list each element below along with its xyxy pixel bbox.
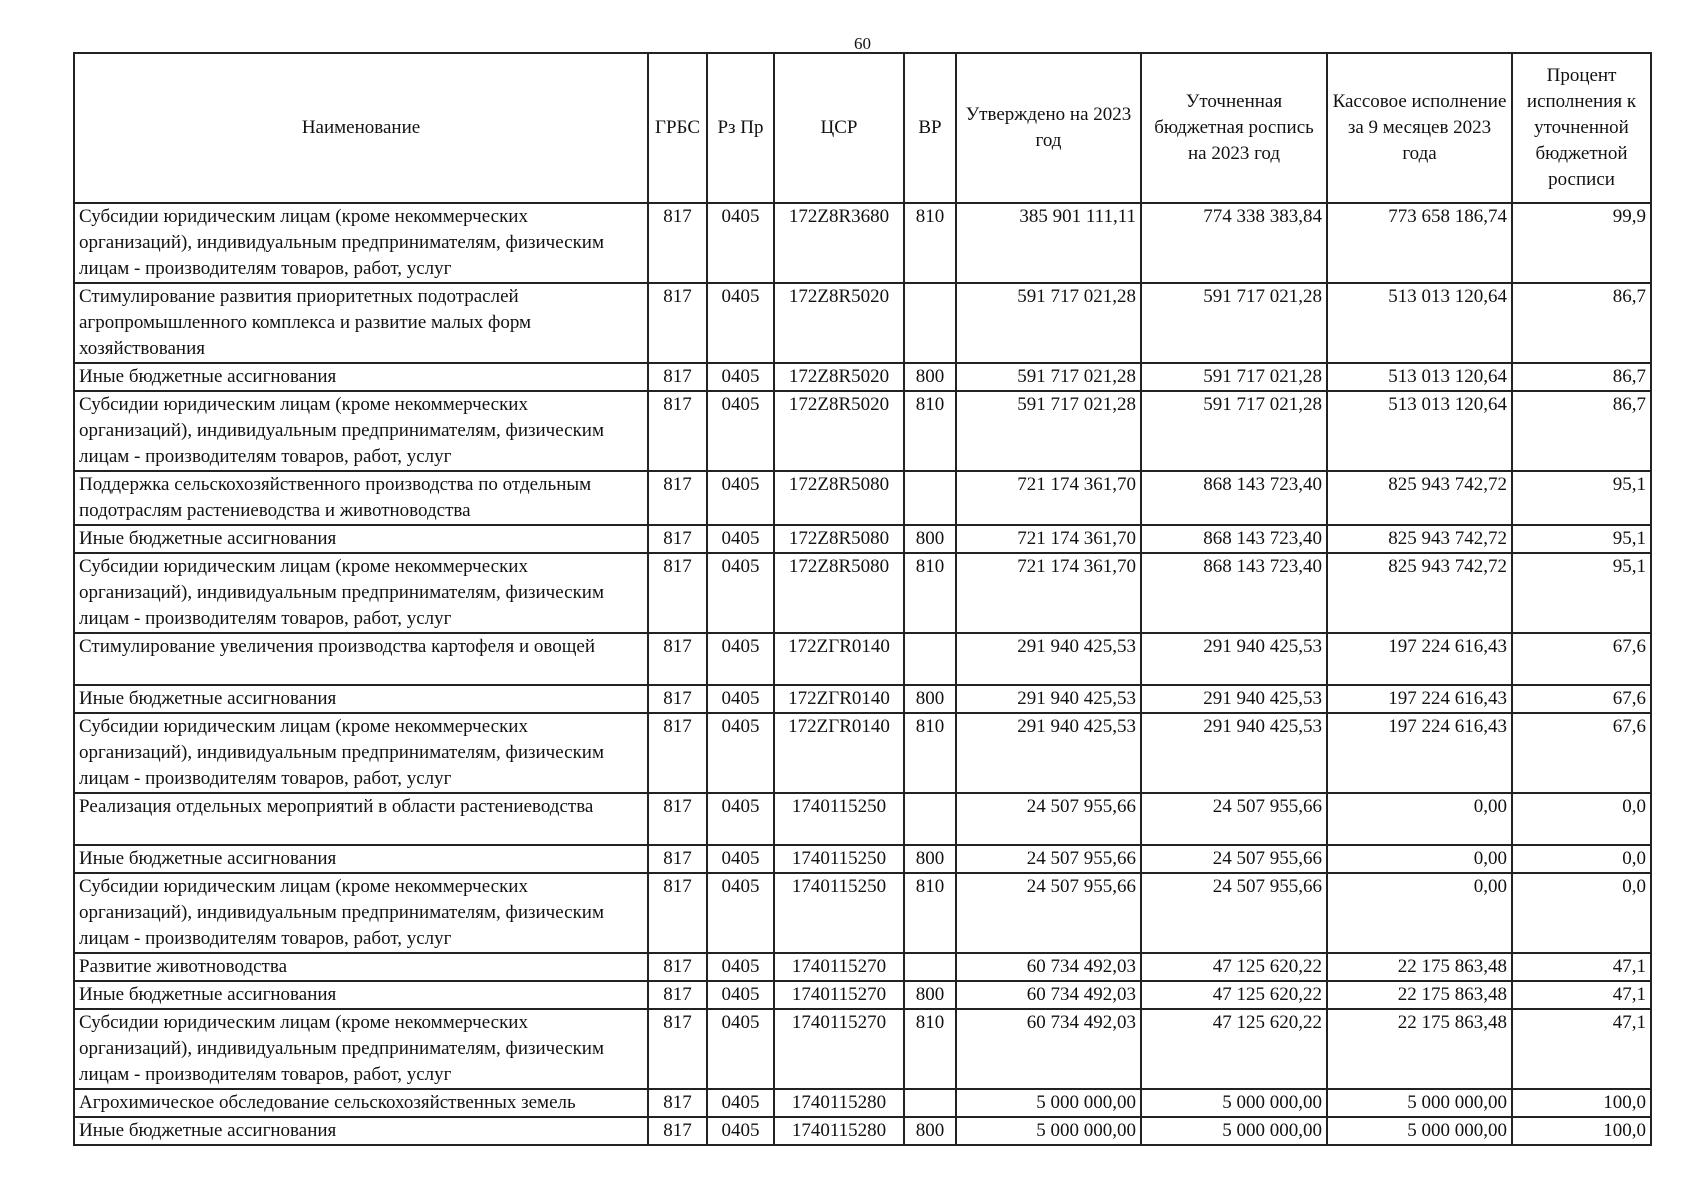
cell-vr: [904, 953, 956, 981]
cell-refined: 591 717 021,28: [1141, 283, 1327, 363]
cell-vr: [904, 283, 956, 363]
cell-rzpr: 0405: [707, 283, 774, 363]
cell-csr: 1740115250: [774, 793, 904, 845]
cell-rzpr: 0405: [707, 391, 774, 471]
cell-percent: 47,1: [1512, 1009, 1651, 1089]
cell-vr: [904, 471, 956, 525]
table-row: [74, 283, 1651, 363]
cell-csr: 1740115270: [774, 981, 904, 1009]
cell-name: Субсидии юридическим лицам (кроме некоммерческих организаций), индивидуальным предпринимателям, физическим лицам - производителям товаров, работ, услуг: [74, 873, 648, 953]
cell-cash: 5 000 000,00: [1327, 1117, 1512, 1145]
cell-refined: 291 940 425,53: [1141, 633, 1327, 685]
cell-vr: 810: [904, 391, 956, 471]
cell-cash: 0,00: [1327, 873, 1512, 953]
cell-vr: [904, 793, 956, 845]
cell-name: Реализация отдельных мероприятий в области растениеводства: [74, 793, 648, 845]
cell-approved: 24 507 955,66: [956, 793, 1141, 845]
page-number: 60: [854, 34, 871, 53]
table-row: [74, 1117, 1651, 1145]
cell-csr: 1740115280: [774, 1117, 904, 1145]
cell-grbs: 817: [648, 283, 707, 363]
table-header-row: [74, 53, 1651, 203]
cell-refined: 5 000 000,00: [1141, 1089, 1327, 1117]
cell-rzpr: 0405: [707, 471, 774, 525]
cell-approved: 291 940 425,53: [956, 685, 1141, 713]
cell-refined: 47 125 620,22: [1141, 953, 1327, 981]
cell-grbs: 817: [648, 873, 707, 953]
cell-grbs: 817: [648, 553, 707, 633]
cell-vr: [904, 633, 956, 685]
cell-csr: 172ZГR0140: [774, 713, 904, 793]
cell-cash: 5 000 000,00: [1327, 1089, 1512, 1117]
cell-name: Иные бюджетные ассигнования: [74, 981, 648, 1009]
cell-rzpr: 0405: [707, 873, 774, 953]
cell-csr: 172Z8R5020: [774, 283, 904, 363]
cell-approved: 291 940 425,53: [956, 713, 1141, 793]
cell-percent: 67,6: [1512, 685, 1651, 713]
cell-rzpr: 0405: [707, 685, 774, 713]
cell-approved: 721 174 361,70: [956, 471, 1141, 525]
cell-grbs: 817: [648, 981, 707, 1009]
cell-rzpr: 0405: [707, 1089, 774, 1117]
table-row: [74, 845, 1651, 873]
cell-grbs: 817: [648, 845, 707, 873]
cell-grbs: 817: [648, 1089, 707, 1117]
cell-rzpr: 0405: [707, 845, 774, 873]
cell-rzpr: 0405: [707, 633, 774, 685]
cell-percent: 0,0: [1512, 793, 1651, 845]
cell-rzpr: 0405: [707, 363, 774, 391]
cell-csr: 1740115280: [774, 1089, 904, 1117]
cell-csr: 172ZГR0140: [774, 633, 904, 685]
cell-name: Стимулирование увеличения производства картофеля и овощей: [74, 633, 648, 685]
cell-grbs: 817: [648, 203, 707, 283]
cell-vr: 810: [904, 553, 956, 633]
cell-rzpr: 0405: [707, 203, 774, 283]
cell-refined: 47 125 620,22: [1141, 1009, 1327, 1089]
cell-cash: 773 658 186,74: [1327, 203, 1512, 283]
cell-refined: 47 125 620,22: [1141, 981, 1327, 1009]
cell-vr: 800: [904, 1117, 956, 1145]
cell-grbs: 817: [648, 633, 707, 685]
cell-vr: 800: [904, 685, 956, 713]
cell-cash: 22 175 863,48: [1327, 1009, 1512, 1089]
table-row: [74, 873, 1651, 953]
cell-vr: 800: [904, 525, 956, 553]
cell-csr: 172Z8R5020: [774, 363, 904, 391]
cell-refined: 868 143 723,40: [1141, 471, 1327, 525]
cell-rzpr: 0405: [707, 553, 774, 633]
cell-refined: 24 507 955,66: [1141, 793, 1327, 845]
cell-percent: 47,1: [1512, 981, 1651, 1009]
header-rzpr: Рз Пр: [707, 53, 774, 203]
cell-refined: 868 143 723,40: [1141, 553, 1327, 633]
cell-csr: 1740115250: [774, 873, 904, 953]
table-row: [74, 633, 1651, 685]
table-row: [74, 1009, 1651, 1089]
cell-vr: 800: [904, 845, 956, 873]
cell-vr: 800: [904, 981, 956, 1009]
cell-percent: 95,1: [1512, 471, 1651, 525]
cell-name: Субсидии юридическим лицам (кроме некоммерческих организаций), индивидуальным предпринимателям, физическим лицам - производителям товаров, работ, услуг: [74, 203, 648, 283]
cell-grbs: 817: [648, 685, 707, 713]
cell-name: Развитие животноводства: [74, 953, 648, 981]
cell-vr: 810: [904, 713, 956, 793]
header-refined: Уточненная бюджетная роспись на 2023 год: [1141, 53, 1327, 203]
table-row: [74, 553, 1651, 633]
cell-cash: 513 013 120,64: [1327, 391, 1512, 471]
cell-csr: 172Z8R5080: [774, 553, 904, 633]
cell-percent: 86,7: [1512, 283, 1651, 363]
cell-name: Иные бюджетные ассигнования: [74, 1117, 648, 1145]
cell-name: Иные бюджетные ассигнования: [74, 845, 648, 873]
cell-refined: 291 940 425,53: [1141, 685, 1327, 713]
cell-percent: 100,0: [1512, 1117, 1651, 1145]
table-row: [74, 363, 1651, 391]
cell-approved: 591 717 021,28: [956, 283, 1141, 363]
cell-grbs: 817: [648, 713, 707, 793]
cell-cash: 825 943 742,72: [1327, 525, 1512, 553]
cell-approved: 291 940 425,53: [956, 633, 1141, 685]
cell-csr: 172Z8R5020: [774, 391, 904, 471]
cell-cash: 197 224 616,43: [1327, 685, 1512, 713]
cell-name: Иные бюджетные ассигнования: [74, 525, 648, 553]
cell-grbs: 817: [648, 391, 707, 471]
cell-cash: 0,00: [1327, 793, 1512, 845]
cell-approved: 24 507 955,66: [956, 873, 1141, 953]
cell-approved: 5 000 000,00: [956, 1117, 1141, 1145]
table-row: [74, 1089, 1651, 1117]
cell-grbs: 817: [648, 793, 707, 845]
cell-refined: 591 717 021,28: [1141, 363, 1327, 391]
budget-execution-table: [73, 52, 1652, 1146]
cell-name: Субсидии юридическим лицам (кроме некоммерческих организаций), индивидуальным предпринимателям, физическим лицам - производителям товаров, работ, услуг: [74, 553, 648, 633]
cell-approved: 60 734 492,03: [956, 1009, 1141, 1089]
cell-vr: 810: [904, 203, 956, 283]
cell-grbs: 817: [648, 1009, 707, 1089]
cell-percent: 86,7: [1512, 391, 1651, 471]
cell-name: Субсидии юридическим лицам (кроме некоммерческих организаций), индивидуальным предпринимателям, физическим лицам - производителям товаров, работ, услуг: [74, 1009, 648, 1089]
cell-refined: 291 940 425,53: [1141, 713, 1327, 793]
cell-rzpr: 0405: [707, 1117, 774, 1145]
cell-csr: 1740115270: [774, 1009, 904, 1089]
cell-approved: 591 717 021,28: [956, 363, 1141, 391]
cell-refined: 24 507 955,66: [1141, 845, 1327, 873]
cell-percent: 95,1: [1512, 553, 1651, 633]
cell-refined: 774 338 383,84: [1141, 203, 1327, 283]
header-approved: Утверждено на 2023 год: [956, 53, 1141, 203]
cell-refined: 868 143 723,40: [1141, 525, 1327, 553]
cell-cash: 22 175 863,48: [1327, 981, 1512, 1009]
cell-percent: 0,0: [1512, 845, 1651, 873]
cell-vr: 800: [904, 363, 956, 391]
cell-csr: 1740115270: [774, 953, 904, 981]
table-row: [74, 981, 1651, 1009]
cell-cash: 825 943 742,72: [1327, 553, 1512, 633]
header-percent: Процент исполнения к уточненной бюджетной росписи: [1512, 53, 1651, 203]
cell-approved: 60 734 492,03: [956, 953, 1141, 981]
cell-csr: 172Z8R3680: [774, 203, 904, 283]
cell-percent: 100,0: [1512, 1089, 1651, 1117]
cell-vr: 810: [904, 873, 956, 953]
cell-percent: 86,7: [1512, 363, 1651, 391]
cell-csr: 172Z8R5080: [774, 525, 904, 553]
cell-name: Иные бюджетные ассигнования: [74, 685, 648, 713]
table-row: [74, 203, 1651, 283]
cell-vr: [904, 1089, 956, 1117]
cell-csr: 1740115250: [774, 845, 904, 873]
table-row: [74, 525, 1651, 553]
table-row: [74, 391, 1651, 471]
cell-vr: 810: [904, 1009, 956, 1089]
cell-rzpr: 0405: [707, 981, 774, 1009]
table-row: [74, 713, 1651, 793]
cell-approved: 385 901 111,11: [956, 203, 1141, 283]
cell-rzpr: 0405: [707, 525, 774, 553]
cell-grbs: 817: [648, 1117, 707, 1145]
cell-rzpr: 0405: [707, 1009, 774, 1089]
table-row: [74, 685, 1651, 713]
cell-name: Стимулирование развития приоритетных подотраслей агропромышленного комплекса и развитие малых форм хозяйствования: [74, 283, 648, 363]
cell-name: Агрохимическое обследование сельскохозяйственных земель: [74, 1089, 648, 1117]
cell-percent: 99,9: [1512, 203, 1651, 283]
cell-percent: 67,6: [1512, 633, 1651, 685]
cell-refined: 24 507 955,66: [1141, 873, 1327, 953]
cell-name: Поддержка сельскохозяйственного производства по отдельным подотраслям растениеводства и животноводства: [74, 471, 648, 525]
cell-percent: 47,1: [1512, 953, 1651, 981]
cell-percent: 67,6: [1512, 713, 1651, 793]
cell-approved: 24 507 955,66: [956, 845, 1141, 873]
cell-cash: 513 013 120,64: [1327, 283, 1512, 363]
header-csr: ЦСР: [774, 53, 904, 203]
cell-cash: 513 013 120,64: [1327, 363, 1512, 391]
cell-rzpr: 0405: [707, 953, 774, 981]
cell-approved: 721 174 361,70: [956, 553, 1141, 633]
cell-rzpr: 0405: [707, 793, 774, 845]
cell-rzpr: 0405: [707, 713, 774, 793]
table-row: [74, 793, 1651, 845]
table-row: [74, 471, 1651, 525]
cell-refined: 591 717 021,28: [1141, 391, 1327, 471]
cell-approved: 721 174 361,70: [956, 525, 1141, 553]
cell-refined: 5 000 000,00: [1141, 1117, 1327, 1145]
cell-cash: 825 943 742,72: [1327, 471, 1512, 525]
cell-approved: 5 000 000,00: [956, 1089, 1141, 1117]
cell-name: Субсидии юридическим лицам (кроме некоммерческих организаций), индивидуальным предпринимателям, физическим лицам - производителям товаров, работ, услуг: [74, 713, 648, 793]
table-row: [74, 953, 1651, 981]
cell-cash: 197 224 616,43: [1327, 633, 1512, 685]
cell-grbs: 817: [648, 953, 707, 981]
cell-approved: 60 734 492,03: [956, 981, 1141, 1009]
cell-cash: 22 175 863,48: [1327, 953, 1512, 981]
header-name: Наименование: [74, 53, 648, 203]
cell-name: Иные бюджетные ассигнования: [74, 363, 648, 391]
header-cash: Кассовое исполнение за 9 месяцев 2023 года: [1327, 53, 1512, 203]
header-vr: ВР: [904, 53, 956, 203]
cell-percent: 0,0: [1512, 873, 1651, 953]
cell-cash: 197 224 616,43: [1327, 713, 1512, 793]
cell-csr: 172ZГR0140: [774, 685, 904, 713]
cell-percent: 95,1: [1512, 525, 1651, 553]
header-grbs: ГРБС: [648, 53, 707, 203]
cell-approved: 591 717 021,28: [956, 391, 1141, 471]
cell-grbs: 817: [648, 525, 707, 553]
cell-csr: 172Z8R5080: [774, 471, 904, 525]
cell-grbs: 817: [648, 471, 707, 525]
cell-name: Субсидии юридическим лицам (кроме некоммерческих организаций), индивидуальным предпринимателям, физическим лицам - производителям товаров, работ, услуг: [74, 391, 648, 471]
cell-grbs: 817: [648, 363, 707, 391]
cell-cash: 0,00: [1327, 845, 1512, 873]
